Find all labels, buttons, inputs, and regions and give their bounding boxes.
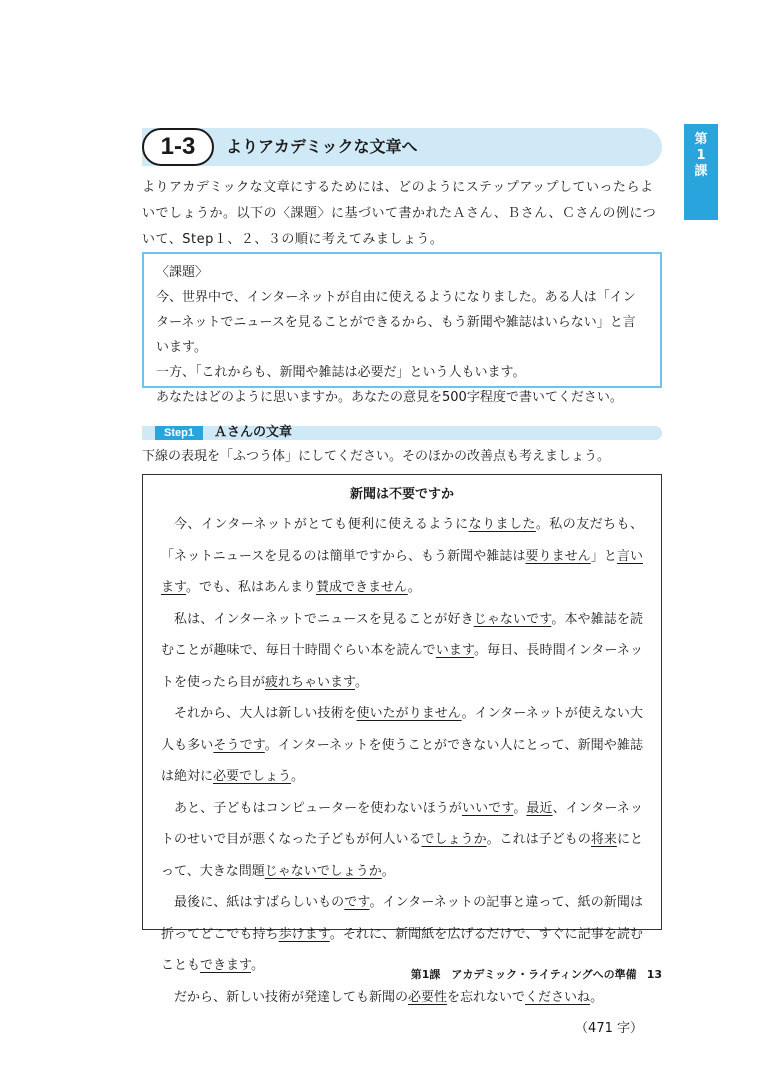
essay-text: 。インターネットの記事と違って、紙の新聞は折ってどこでも持ち xyxy=(161,895,643,942)
underlined-expression: なりました xyxy=(468,517,536,532)
essay-text: 。 xyxy=(590,989,604,1005)
page-footer xyxy=(142,966,662,982)
essay-title: 新聞は不要ですか xyxy=(349,487,454,502)
essay-text: 最後に、紙はすばらしいもの xyxy=(174,895,345,910)
underlined-expression: できます xyxy=(200,958,251,973)
task-line: 今、世界中で、インターネットが自由に使えるようになりました。ある人は「インターネットでニュースを見ることができるから、もう新聞や雑誌はいらない」と言います。 xyxy=(156,290,636,355)
step-title: Ａさんの文章 xyxy=(214,425,293,440)
essay-text: 私は、インターネットでニュースを見ることが好き xyxy=(174,611,474,627)
underlined-expression: 最近 xyxy=(526,800,553,816)
underlined-expression: います xyxy=(435,643,474,658)
essay-text: それから、大人は新しい技術を xyxy=(174,706,357,721)
essay-text: 、インターネットのせいで目が悪くなった子どもが何人いる xyxy=(161,800,643,847)
chapter-side-tab xyxy=(684,124,718,220)
underlined-expression: でしょうか xyxy=(421,832,487,847)
underlined-expression: 歩けます xyxy=(278,926,330,942)
instruction-text: 下線の表現を「ふつう体」にしてください。そのほかの改善点も考えましょう。 xyxy=(142,449,611,464)
underlined-expression: 将来 xyxy=(590,832,617,847)
underlined-expression: いいです xyxy=(461,800,514,816)
essay-text: 。 xyxy=(291,769,305,784)
task-heading: 〈課題〉 xyxy=(156,265,209,280)
side-tab-char: 第 xyxy=(694,132,708,147)
underlined-expression: です xyxy=(344,895,370,910)
essay-text: 。インターネットを使うことができない人にとって、新聞や雑誌は絶対に xyxy=(161,737,643,784)
essay-paragraph xyxy=(161,793,643,888)
essay-text: 。 xyxy=(407,580,421,595)
essay-paragraph xyxy=(161,604,643,699)
essay-text: 。これは子どもの xyxy=(486,832,591,847)
essay-text: 。インターネットが使えない大人も多い xyxy=(161,706,643,753)
essay-text: 。 xyxy=(354,674,368,690)
essay-text: だから、新しい技術が発達しても新聞の xyxy=(174,989,409,1005)
underlined-expression: じゃないでしょうか xyxy=(264,863,382,879)
essay-text: 。本や雑誌を読むことが趣味で、毎日十時間ぐらい本を読んで xyxy=(161,611,643,658)
underlined-expression: 疲れちゃいます xyxy=(265,674,355,690)
essay-text: 。私の友だちも、「ネットニュースを見るのは簡単ですから、もう新聞や雑誌は xyxy=(161,517,643,564)
essay-paragraph xyxy=(161,698,643,793)
underlined-expression: 必要性 xyxy=(408,989,448,1005)
task-line: 一方、「これからも、新聞や雑誌は必要だ」という人もいます。 xyxy=(156,365,526,380)
section-number: 1-3 xyxy=(142,128,214,166)
underlined-expression: 使いたがりません xyxy=(356,706,462,721)
essay-text: 。それに、新聞紙を広げるだけで、すぐに記事を読むことも xyxy=(161,926,643,973)
essay-text: あと、子どもはコンピューターを使わないほうが xyxy=(174,800,462,816)
essay-text: 。 xyxy=(250,958,264,973)
side-tab-char: 課 xyxy=(694,164,708,179)
essay-paragraph xyxy=(161,509,643,604)
footer-text: 第1課 アカデミック・ライティングへの準備 xyxy=(410,968,637,981)
essay-text: を忘れないで xyxy=(447,989,526,1005)
essay-text: 。毎日、長時間インターネットを使ったら目が xyxy=(161,643,643,690)
step-badge: Step1 xyxy=(155,426,203,440)
intro-text: よりアカデミックな文章にするためには、どのようにステップアップしていったらよいでしょうか。以下の〈課題〉に基づいて書かれたＡさん、Ｂさん、Ｃさんの例について、Step１、２、３の順に考えてみましょう。 xyxy=(142,180,657,247)
essay-text: 」と xyxy=(590,548,617,564)
essay-text: 。でも、私はあんまり xyxy=(185,580,316,595)
task-line: あなたはどのように思いますか。あなたの意見を500字程度で書いてください。 xyxy=(156,390,623,405)
essay-paragraph xyxy=(161,982,643,1036)
section-title: よりアカデミックな文章へ xyxy=(226,137,418,156)
underlined-expression: くださいね xyxy=(525,989,591,1005)
page-number: 13 xyxy=(646,968,662,981)
char-count: （471 字） xyxy=(575,1021,643,1036)
essay-text: 。 xyxy=(513,800,527,816)
essay-text: 。 xyxy=(381,863,395,879)
essay-text: 今、インターネットがとても便利に使えるように xyxy=(174,517,469,532)
underlined-expression: 必要でしょう xyxy=(213,769,292,784)
underlined-expression: そうです xyxy=(213,737,265,753)
underlined-expression: 言います xyxy=(161,548,643,595)
underlined-expression: 賛成できません xyxy=(315,580,408,595)
essay-text: にとって、大きな問題 xyxy=(161,832,643,879)
underlined-expression: 要りません xyxy=(525,548,591,564)
side-tab-char: 1 xyxy=(696,148,706,163)
underlined-expression: じゃないです xyxy=(473,611,552,627)
task-box xyxy=(142,252,662,405)
